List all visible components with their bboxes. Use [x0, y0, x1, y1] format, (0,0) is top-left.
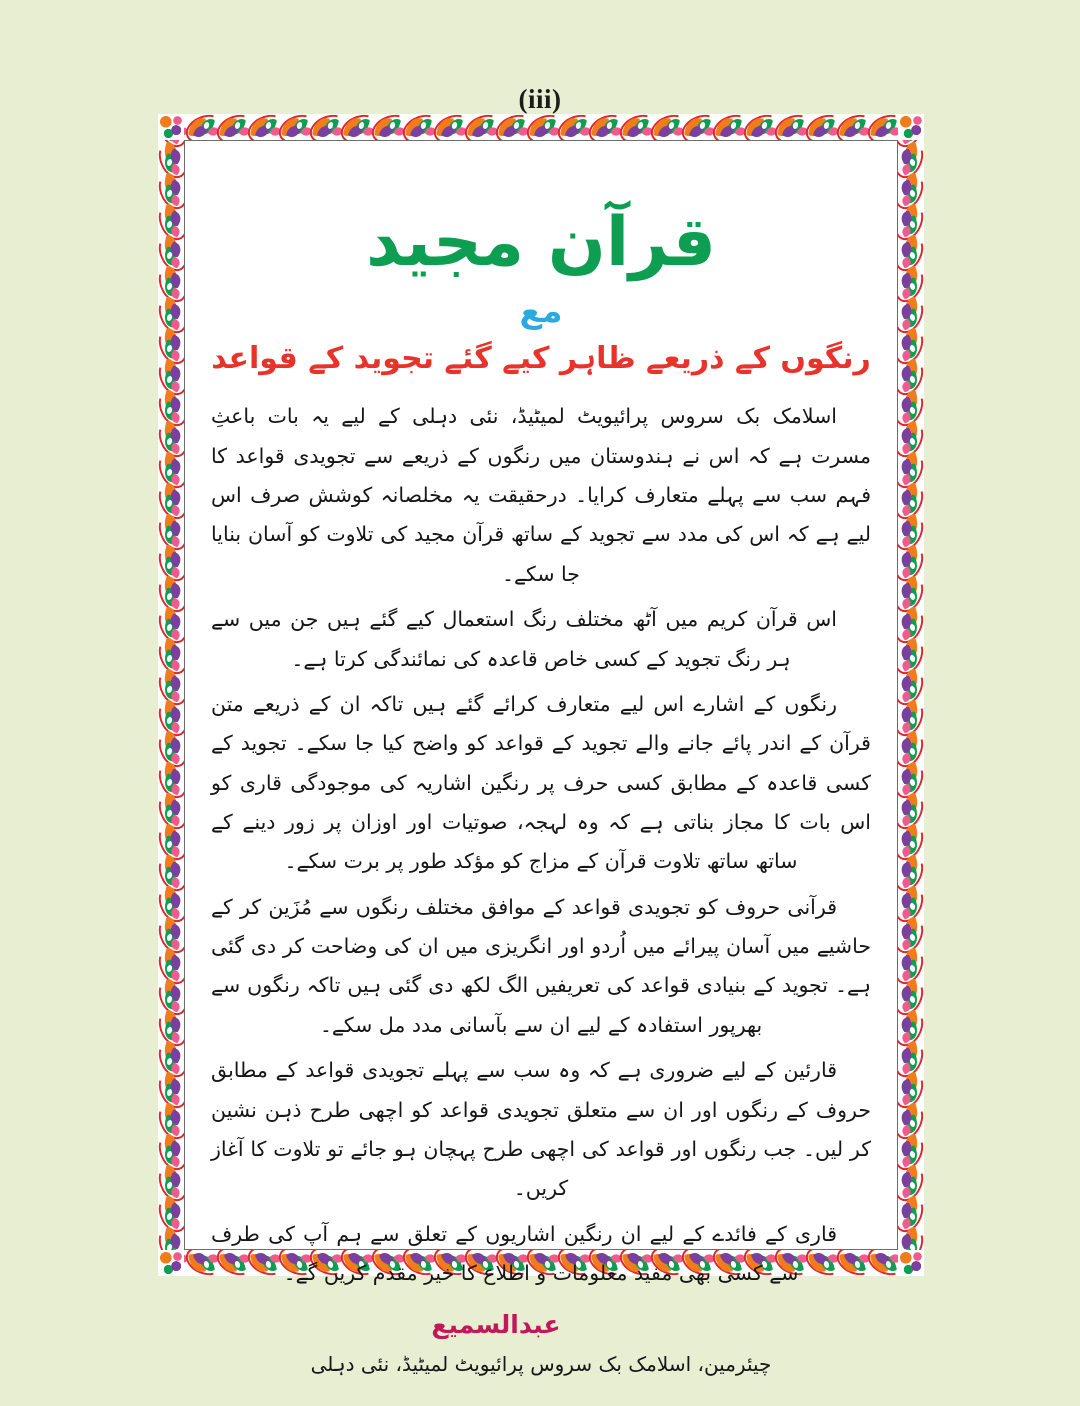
- decorative-frame: [158, 114, 924, 1377]
- border-motif: [561, 114, 592, 140]
- title-conjunction: مع: [519, 290, 563, 330]
- border-motif: [158, 362, 184, 393]
- border-motif: [158, 734, 184, 765]
- border-top-ornament: [158, 114, 924, 140]
- signature: عبدالسمیع: [431, 1310, 561, 1340]
- border-motif: [499, 114, 530, 140]
- border-motif: [778, 114, 809, 140]
- border-motif: [406, 114, 437, 140]
- body-paragraph: قاری کے فائدے کے لیے ان رنگین اشاریوں کے تعلق سے ہم آپ کی طرف سے کسی بھی مفید معلومات و اطلاع کا خیر مقدم کریں گے۔: [211, 1221, 837, 1285]
- border-motif: [158, 1168, 184, 1199]
- border-motif: [158, 1199, 184, 1230]
- border-motif: [158, 951, 184, 982]
- page-number: (iii): [518, 84, 562, 114]
- border-motif: [158, 238, 184, 269]
- border-motif: [158, 331, 184, 362]
- border-motif: [158, 610, 184, 641]
- border-motif: [158, 1137, 184, 1168]
- border-motif: [158, 1106, 184, 1137]
- border-motif: [898, 517, 924, 548]
- page-content: [184, 140, 898, 1377]
- border-motif: [158, 827, 184, 858]
- body-paragraph: قرآنی حروف کو تجویدی قواعد کے موافق مختلف رنگوں سے مُزَین کر کے حاشیے میں آسان پیرائے میں اُردو اور انگریزی میں ان کی وضاحت کر دی گئی ہے۔ تجوید کے بنیادی قواعد کی تعریفیں الگ لکھ دی گئی ہیں تاکہ رنگوں سے بھرپور استفادہ کے لیے ان سے بآسانی مدد مل سکے۔: [211, 894, 871, 1037]
- border-motif: [220, 114, 251, 140]
- border-motif: [898, 455, 924, 486]
- corner-ornament-top-right: [898, 114, 924, 140]
- border-motif: [898, 796, 924, 827]
- border-motif: [530, 114, 561, 140]
- border-motif: [313, 114, 344, 140]
- border-motif: [898, 548, 924, 579]
- border-motif: [158, 393, 184, 424]
- border-motif: [898, 300, 924, 331]
- border-motif: [898, 889, 924, 920]
- body-paragraph: قارئین کے لیے ضروری ہے کہ وہ سب سے پہلے تجویدی قواعد کے مطابق حروف کے رنگوں اور ان سے متعلق تجویدی قواعد کو اچھی طرح ذہن نشین کر لیں۔ جب رنگوں اور قواعد کی اچھی طرح پہچان ہو جائے تو تلاوت کا آغاز کریں۔: [211, 1058, 871, 1201]
- border-motif: [716, 114, 747, 140]
- border-motif: [898, 703, 924, 734]
- border-motif: [375, 114, 406, 140]
- border-motif: [158, 455, 184, 486]
- border-motif: [898, 765, 924, 796]
- border-motif: [158, 300, 184, 331]
- border-motif: [251, 114, 282, 140]
- border-motif: [158, 982, 184, 1013]
- body-paragraph: رنگوں کے اشارے اس لیے متعارف کرائے گئے ہیں تاکہ ان کے ذریعے متن قرآن کے اندر پائے جانے والے تجوید کے قواعد کو واضح کیا جا سکے۔ تجوید کے کسی قاعدہ کے مطابق کسی حرف پر رنگین اشاریہ کی موجودگی قاری کو اس بات کا مجاز بناتی ہے کہ وہ لہجہ، صوتیات اور اوزان پر زور دینے کے ساتھ ساتھ تلاوت قرآن کے مزاج کو مؤکد طور پر برت سکے۔: [211, 691, 871, 874]
- border-motif: [898, 424, 924, 455]
- border-motif: [898, 827, 924, 858]
- border-motif: [898, 486, 924, 517]
- border-motif: [898, 1199, 924, 1230]
- border-motif: [158, 920, 184, 951]
- signature-designation: چیئرمین، اسلامک بک سروس پرائیویٹ لمیٹیڈ، نئی دہلی: [310, 1352, 772, 1377]
- border-motif: [898, 207, 924, 238]
- border-motif: [898, 331, 924, 362]
- border-motif: [898, 641, 924, 672]
- page-title: قرآن مجید: [366, 203, 716, 282]
- border-motif: [158, 703, 184, 734]
- border-motif: [898, 1075, 924, 1106]
- border-motif: [898, 176, 924, 207]
- border-motif: [158, 176, 184, 207]
- border-motif: [898, 238, 924, 269]
- corner-ornament-top-left: [158, 114, 184, 140]
- border-motif: [898, 734, 924, 765]
- border-motif: [898, 951, 924, 982]
- border-motif: [468, 114, 499, 140]
- border-right-ornament: [898, 114, 924, 1276]
- border-motif: [282, 114, 313, 140]
- border-motif: [898, 1013, 924, 1044]
- body-paragraph: اس قرآن کریم میں آٹھ مختلف رنگ استعمال کیے گئے ہیں جن میں سے ہر رنگ تجوید کے کسی خاص قاعدہ کی نمائندگی کرتا ہے۔: [211, 607, 837, 671]
- border-motif: [898, 1137, 924, 1168]
- border-motif: [158, 672, 184, 703]
- border-motif: [654, 114, 685, 140]
- body-paragraph: اسلامک بک سروس پرائیویٹ لمیٹیڈ، نئی دہلی کے لیے یہ بات باعثِ مسرت ہے کہ اس نے ہندوستان میں رنگوں کے ذریعے سے تجویدی قواعد کا فہم سب سے پہلے متعارف کرایا۔ درحقیقت یہ مخلصانہ کوشش صرف اس لیے ہے کہ اس کی مدد سے تجوید کے ساتھ قرآن مجید کی تلاوت کو آسان بنایا جا سکے۔: [211, 404, 871, 586]
- border-motif: [898, 672, 924, 703]
- border-motif: [158, 796, 184, 827]
- page-subtitle: رنگوں کے ذریعے ظاہر کیے گئے تجوید کے قواعد: [211, 341, 871, 377]
- border-motif: [898, 362, 924, 393]
- border-motif: [158, 269, 184, 300]
- border-motif: [189, 114, 220, 140]
- border-motif: [158, 641, 184, 672]
- border-motif: [344, 114, 375, 140]
- border-motif: [592, 114, 623, 140]
- border-motif: [158, 858, 184, 889]
- border-motif: [898, 1044, 924, 1075]
- border-motif: [158, 548, 184, 579]
- border-motif: [898, 1168, 924, 1199]
- border-motif: [623, 114, 654, 140]
- corner-ornament-bottom-right: [898, 1250, 924, 1276]
- border-motif: [898, 145, 924, 176]
- border-motif: [158, 579, 184, 610]
- border-motif: [158, 765, 184, 796]
- border-motif: [437, 114, 468, 140]
- border-motif: [158, 1044, 184, 1075]
- border-motif: [898, 858, 924, 889]
- border-motif: [158, 1075, 184, 1106]
- border-motif: [158, 207, 184, 238]
- border-motif: [898, 610, 924, 641]
- border-motif: [898, 982, 924, 1013]
- border-left-ornament: [158, 114, 184, 1276]
- border-motif: [898, 920, 924, 951]
- border-motif: [158, 889, 184, 920]
- border-motif: [840, 114, 871, 140]
- border-motif: [898, 579, 924, 610]
- border-motif: [898, 1106, 924, 1137]
- border-motif: [747, 114, 778, 140]
- border-motif: [158, 517, 184, 548]
- corner-ornament-bottom-left: [158, 1250, 184, 1276]
- border-motif: [158, 145, 184, 176]
- border-motif: [809, 114, 840, 140]
- border-motif: [158, 424, 184, 455]
- border-motif: [898, 393, 924, 424]
- border-motif: [685, 114, 716, 140]
- border-motif: [158, 486, 184, 517]
- border-motif: [158, 1013, 184, 1044]
- border-motif: [898, 269, 924, 300]
